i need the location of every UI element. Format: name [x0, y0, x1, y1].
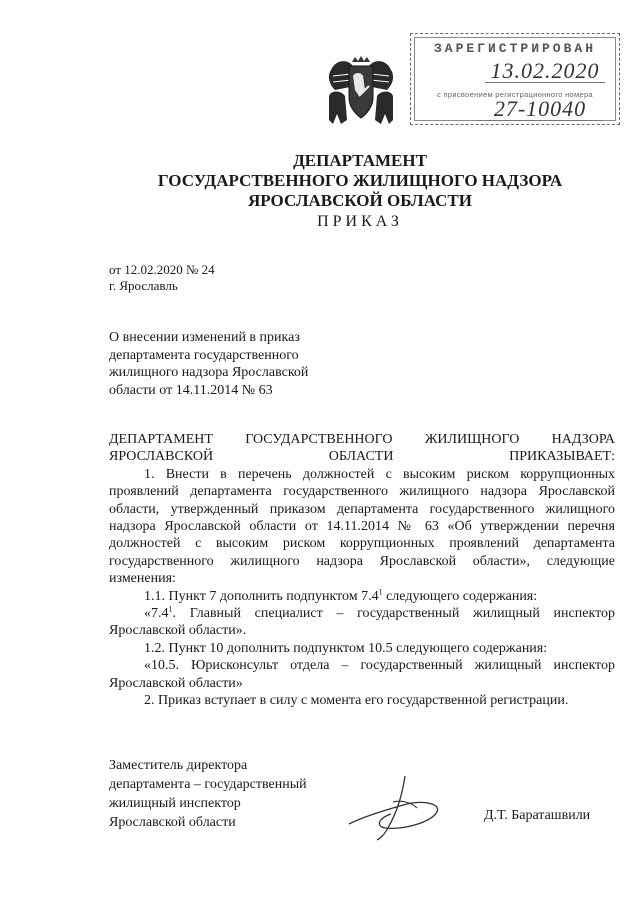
order-title: ПРИКАЗ	[317, 213, 403, 230]
stamp-registration-number: 27-10040	[477, 98, 603, 121]
stamp-date: 13.02.2020	[485, 60, 605, 83]
signatory-line-2: департамента – государственный	[109, 777, 307, 792]
quote-1-head: «7.4	[144, 606, 169, 622]
paragraph-1-1-tail: следующего содержания:	[382, 588, 538, 604]
paragraph-1: 1. Внести в перечень должностей с высоким риском коррупционных проявлений департамента государственного жилищного надзора Ярославской области, утвержденный приказом департамента государственного жилищного надзора Ярославской области от 14.11.2014 № 63 «Об утверждении перечня должностей с высоким риском коррупционных проявлений департамента государственного жилищного надзора Ярославской области», следующие изменения:	[109, 466, 615, 587]
quote-1-text: . Главный специалист – государственный жилищный инспектор Ярославской области».	[109, 606, 615, 639]
order-city: г. Ярославль	[109, 278, 178, 293]
stamp-title: ЗАРЕГИСТРИРОВАН	[433, 41, 597, 56]
signatory-line-3: жилищный инспектор	[109, 796, 241, 811]
paragraph-1-2: 1.2. Пункт 10 дополнить подпунктом 10.5 следующего содержания:	[144, 640, 548, 656]
registration-stamp	[410, 33, 620, 125]
signatory-line-4: Ярославской области	[109, 815, 236, 830]
subject-line-2: департамента государственного	[109, 347, 299, 363]
department-title-line-2: ГОСУДАРСТВЕННОГО ЖИЛИЩНОГО НАДЗОРА	[157, 171, 563, 190]
preamble-text: ДЕПАРТАМЕНТ ГОСУДАРСТВЕННОГО ЖИЛИЩНОГО НАДЗОРА ЯРОСЛАВСКОЙ ОБЛАСТИ ПРИКАЗЫВАЕТ:	[109, 432, 615, 465]
superscript: 1	[378, 587, 383, 596]
department-title-line-3: ЯРОСЛАВСКОЙ ОБЛАСТИ	[248, 191, 472, 210]
paragraph-1-1-quote	[109, 605, 615, 640]
stamp-caption: с присвоением регистрационного номера	[437, 90, 593, 99]
subject-line-3: жилищного надзора Ярославской	[109, 365, 309, 380]
order-body	[109, 431, 615, 710]
paragraph-1-2-quote: «10.5. Юрисконсульт отдела – государственный жилищный инспектор Ярославской области»	[109, 658, 615, 691]
paragraph-1-1-text: 1.1. Пункт 7 дополнить подпунктом 7.4	[144, 588, 379, 604]
department-title-line-1: ДЕПАРТАМЕНТ	[293, 151, 427, 170]
coat-of-arms-emblem	[325, 56, 397, 126]
stamp-inner-border	[414, 37, 616, 121]
handwritten-signature	[345, 764, 465, 844]
subject-line-4: области от 14.11.2014 № 63	[109, 382, 273, 398]
paragraph-1-1	[109, 588, 615, 605]
paragraph-2: 2. Приказ вступает в силу с момента его государственной регистрации.	[144, 693, 569, 709]
signatory-position	[109, 756, 349, 832]
preamble-line	[109, 431, 615, 466]
order-date-number: от 12.02.2020 № 24	[109, 262, 215, 277]
signatory-line-1: Заместитель директора	[109, 758, 248, 773]
order-subject	[109, 329, 369, 399]
superscript: 1	[168, 604, 173, 614]
signatory-name: Д.Т. Бараташвили	[484, 808, 591, 823]
subject-line-1: О внесении изменений в приказ	[109, 330, 300, 345]
